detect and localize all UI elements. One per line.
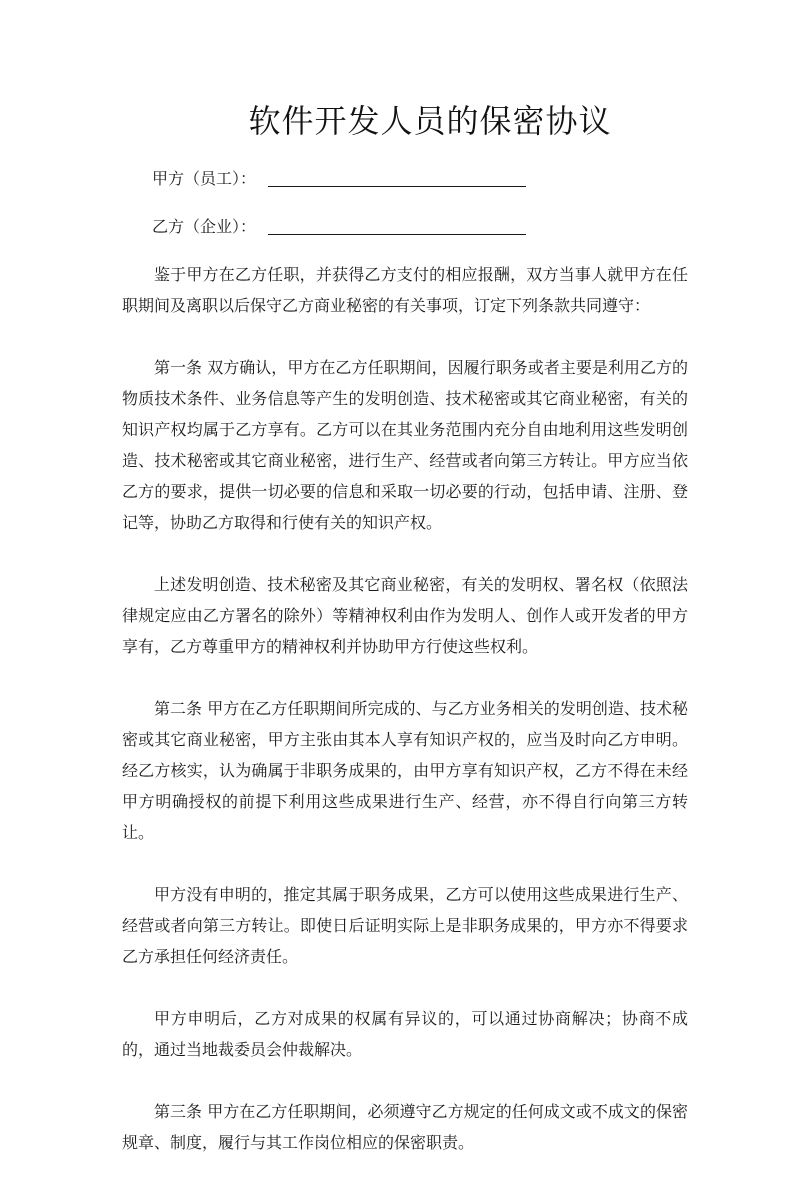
agreement-body [122, 259, 688, 1189]
party-b-line [152, 214, 526, 238]
party-a-line [152, 166, 526, 190]
article-2-paragraph: 第二条 甲方在乙方任职期间所完成的、与乙方业务相关的发明创造、技术秘密或其它商业秘密，甲方主张由其本人享有知识产权的，应当及时向乙方申明。经乙方核实，认为确属于非职务成果的，由甲方享有知识产权，乙方不得在未经甲方明确授权的前提下利用这些成果进行生产、经营，亦不得自行向第三方转让。 [122, 699, 688, 842]
party-b-signature-blank [268, 214, 526, 235]
preamble-paragraph: 鉴于甲方在乙方任职，并获得乙方支付的相应报酬，双方当事人就甲方在任职期间及离职以后保守乙方商业秘密的有关事项，订定下列条款共同遵守： [122, 265, 688, 315]
article-1-moral-rights-paragraph: 上述发明创造、技术秘密及其它商业秘密，有关的发明权、署名权（依照法律规定应由乙方署名的除外）等精神权利由作为发明人、创作人或开发者的甲方享有，乙方尊重甲方的精神权利并协助甲方行使这些权利。 [122, 575, 688, 656]
article-3-paragraph: 第三条 甲方在乙方任职期间，必须遵守乙方规定的任何成文或不成文的保密规章、制度，履行与其工作岗位相应的保密职责。 [122, 1102, 688, 1152]
article-1-paragraph: 第一条 双方确认，甲方在乙方任职期间，因履行职务或者主要是利用乙方的物质技术条件、业务信息等产生的发明创造、技术秘密或其它商业秘密，有关的知识产权均属于乙方享有。乙方可以在其业务范围内充分自由地利用这些发明创造、技术秘密或其它商业秘密，进行生产、经营或者向第三方转让。甲方应当依乙方的要求，提供一切必要的信息和采取一切必要的行动，包括申请、注册、登记等，协助乙方取得和行使有关的知识产权。 [122, 358, 688, 532]
document-title: 软件开发人员的保密协议 [248, 102, 612, 140]
article-2-presumption-paragraph: 甲方没有申明的，推定其属于职务成果，乙方可以使用这些成果进行生产、经营或者向第三方转让。即使日后证明实际上是非职务成果的，甲方亦不得要求乙方承担任何经济责任。 [122, 885, 688, 966]
article-2-dispute-paragraph: 甲方申明后，乙方对成果的权属有异议的，可以通过协商解决；协商不成的，通过当地裁委员会仲裁解决。 [122, 1009, 688, 1059]
party-a-signature-blank [268, 166, 526, 187]
party-b-label: 乙方（企业）： [152, 217, 257, 236]
party-a-label: 甲方（员工）： [152, 169, 257, 188]
